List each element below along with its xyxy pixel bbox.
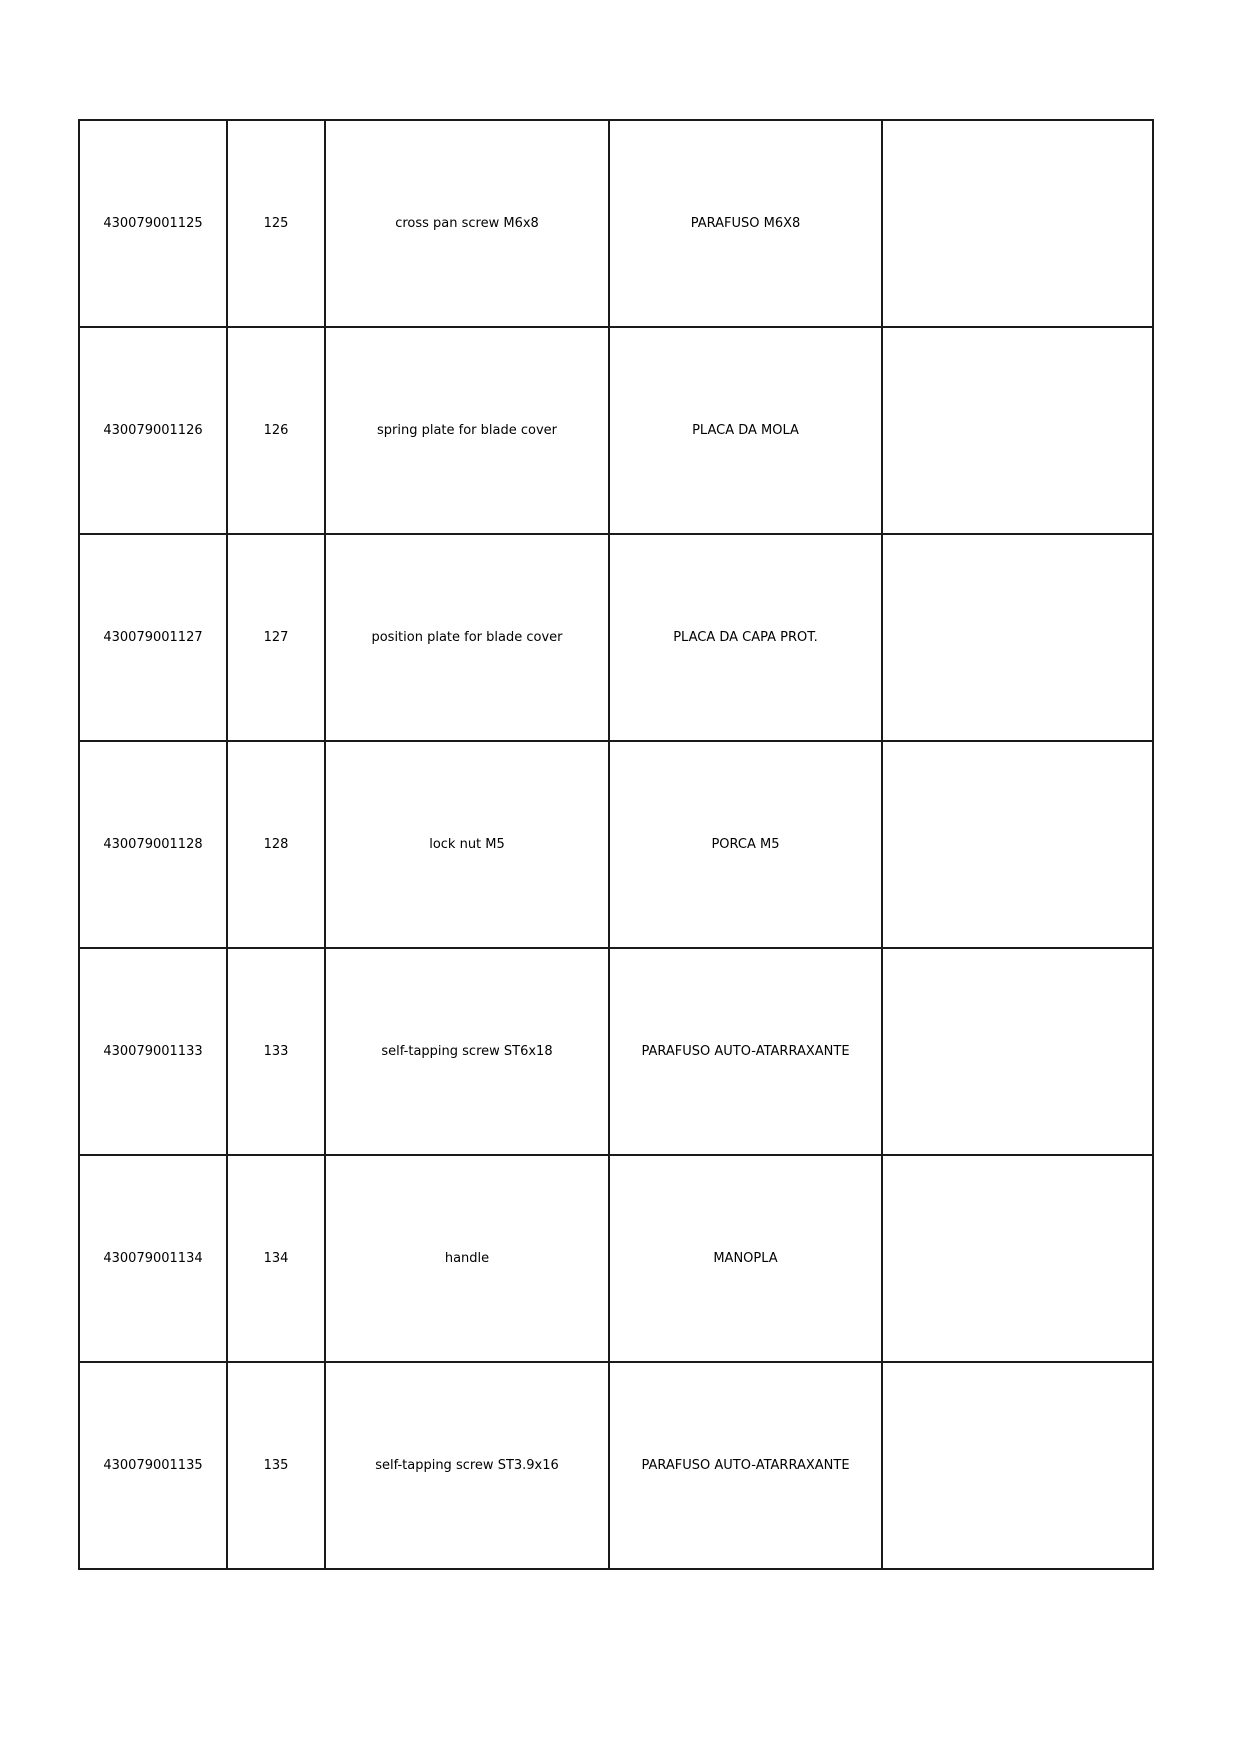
- description-english: spring plate for blade cover: [325, 327, 609, 534]
- part-code: 430079001135: [79, 1362, 227, 1569]
- table-row: [79, 1362, 1153, 1569]
- part-code: 430079001134: [79, 1155, 227, 1362]
- description-english: self-tapping screw ST3.9x16: [325, 1362, 609, 1569]
- description-english: lock nut M5: [325, 741, 609, 948]
- description-english: cross pan screw M6x8: [325, 120, 609, 327]
- description-portuguese: PLACA DA MOLA: [609, 327, 882, 534]
- part-code: 430079001127: [79, 534, 227, 741]
- parts-table: [78, 119, 1154, 1570]
- description-portuguese: MANOPLA: [609, 1155, 882, 1362]
- part-code: 430079001128: [79, 741, 227, 948]
- notes-cell: [882, 120, 1153, 327]
- table-row: [79, 741, 1153, 948]
- description-english: self-tapping screw ST6x18: [325, 948, 609, 1155]
- table-row: [79, 327, 1153, 534]
- description-portuguese: PLACA DA CAPA PROT.: [609, 534, 882, 741]
- position-number: 133: [227, 948, 325, 1155]
- notes-cell: [882, 948, 1153, 1155]
- position-number: 135: [227, 1362, 325, 1569]
- description-english: position plate for blade cover: [325, 534, 609, 741]
- part-code: 430079001125: [79, 120, 227, 327]
- position-number: 128: [227, 741, 325, 948]
- notes-cell: [882, 534, 1153, 741]
- position-number: 127: [227, 534, 325, 741]
- part-code: 430079001133: [79, 948, 227, 1155]
- description-portuguese: PARAFUSO M6X8: [609, 120, 882, 327]
- table-row: [79, 120, 1153, 327]
- description-portuguese: PARAFUSO AUTO-ATARRAXANTE: [609, 1362, 882, 1569]
- position-number: 134: [227, 1155, 325, 1362]
- notes-cell: [882, 741, 1153, 948]
- table-row: [79, 534, 1153, 741]
- description-portuguese: PARAFUSO AUTO-ATARRAXANTE: [609, 948, 882, 1155]
- description-english: handle: [325, 1155, 609, 1362]
- table-row: [79, 1155, 1153, 1362]
- notes-cell: [882, 1155, 1153, 1362]
- position-number: 126: [227, 327, 325, 534]
- notes-cell: [882, 327, 1153, 534]
- notes-cell: [882, 1362, 1153, 1569]
- description-portuguese: PORCA M5: [609, 741, 882, 948]
- table-row: [79, 948, 1153, 1155]
- part-code: 430079001126: [79, 327, 227, 534]
- position-number: 125: [227, 120, 325, 327]
